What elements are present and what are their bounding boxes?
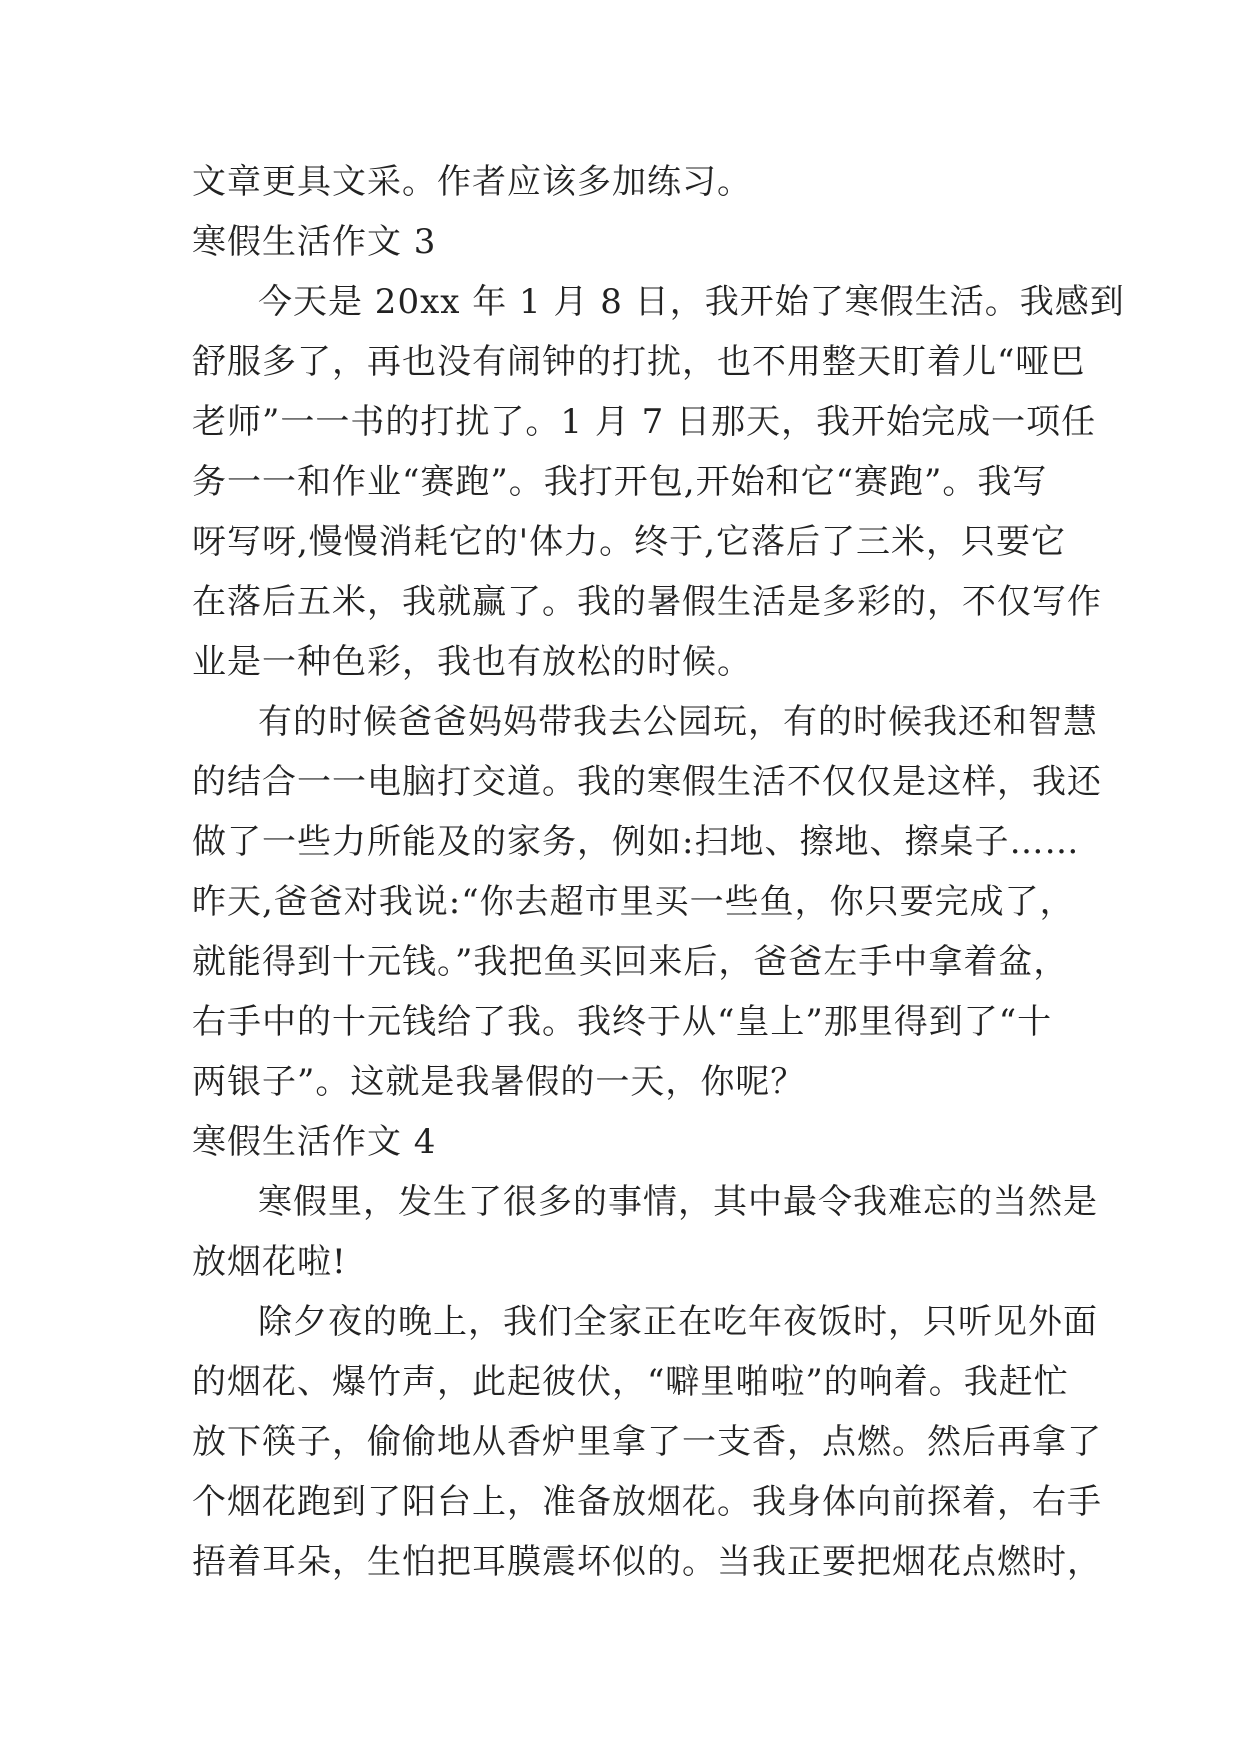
text-line: 舒服多了，再也没有闹钟的打扰，也不用整天盯着儿“哑巴	[192, 342, 1086, 382]
text-line: 捂着耳朵，生怕把耳膜震坏似的。当我正要把烟花点燃时，	[192, 1542, 1102, 1582]
text-line: 务一一和作业“赛跑”。我打开包,开始和它“赛跑”。我写	[192, 462, 1048, 502]
section-heading: 寒假生活作文 3	[192, 222, 437, 262]
text-line: 文章更具文采。作者应该多加练习。	[192, 162, 752, 202]
text-line: 放下筷子，偷偷地从香炉里拿了一支香，点燃。然后再拿了	[192, 1422, 1102, 1462]
text-line: 放烟花啦!	[192, 1242, 347, 1282]
text-line: 老师”一一书的打扰了。1 月 7 日那天，我开始完成一项任	[192, 402, 1097, 442]
text-line: 做了一些力所能及的家务，例如:扫地、擦地、擦桌子……	[192, 822, 1080, 862]
text-line: 个烟花跑到了阳台上，准备放烟花。我身体向前探着，右手	[192, 1482, 1102, 1522]
text-line: 就能得到十元钱。”我把鱼买回来后，爸爸左手中拿着盆，	[192, 942, 1069, 982]
section-heading: 寒假生活作文 4	[192, 1122, 437, 1162]
text-line: 的结合一一电脑打交道。我的寒假生活不仅仅是这样，我还	[192, 762, 1102, 802]
text-line: 除夕夜的晚上，我们全家正在吃年夜饭时，只听见外面	[258, 1302, 1098, 1342]
text-line: 的烟花、爆竹声，此起彼伏，“噼里啪啦”的响着。我赶忙	[192, 1362, 1069, 1402]
text-line: 有的时候爸爸妈妈带我去公园玩，有的时候我还和智慧	[258, 702, 1098, 742]
text-line: 业是一种色彩，我也有放松的时候。	[192, 642, 752, 682]
text-line: 昨天,爸爸对我说:“你去超市里买一些鱼，你只要完成了，	[192, 882, 1075, 922]
text-line: 右手中的十元钱给了我。我终于从“皇上”那里得到了“十	[192, 1002, 1053, 1042]
text-line: 今天是 20xx 年 1 月 8 日，我开始了寒假生活。我感到	[258, 282, 1125, 322]
text-line: 在落后五米，我就赢了。我的暑假生活是多彩的，不仅写作	[192, 582, 1102, 622]
text-line: 呀写呀,慢慢消耗它的'体力。终于,它落后了三米，只要它	[192, 522, 1066, 562]
text-line: 两银子”。这就是我暑假的一天，你呢？	[192, 1062, 806, 1102]
text-line: 寒假里，发生了很多的事情，其中最令我难忘的当然是	[258, 1182, 1098, 1222]
